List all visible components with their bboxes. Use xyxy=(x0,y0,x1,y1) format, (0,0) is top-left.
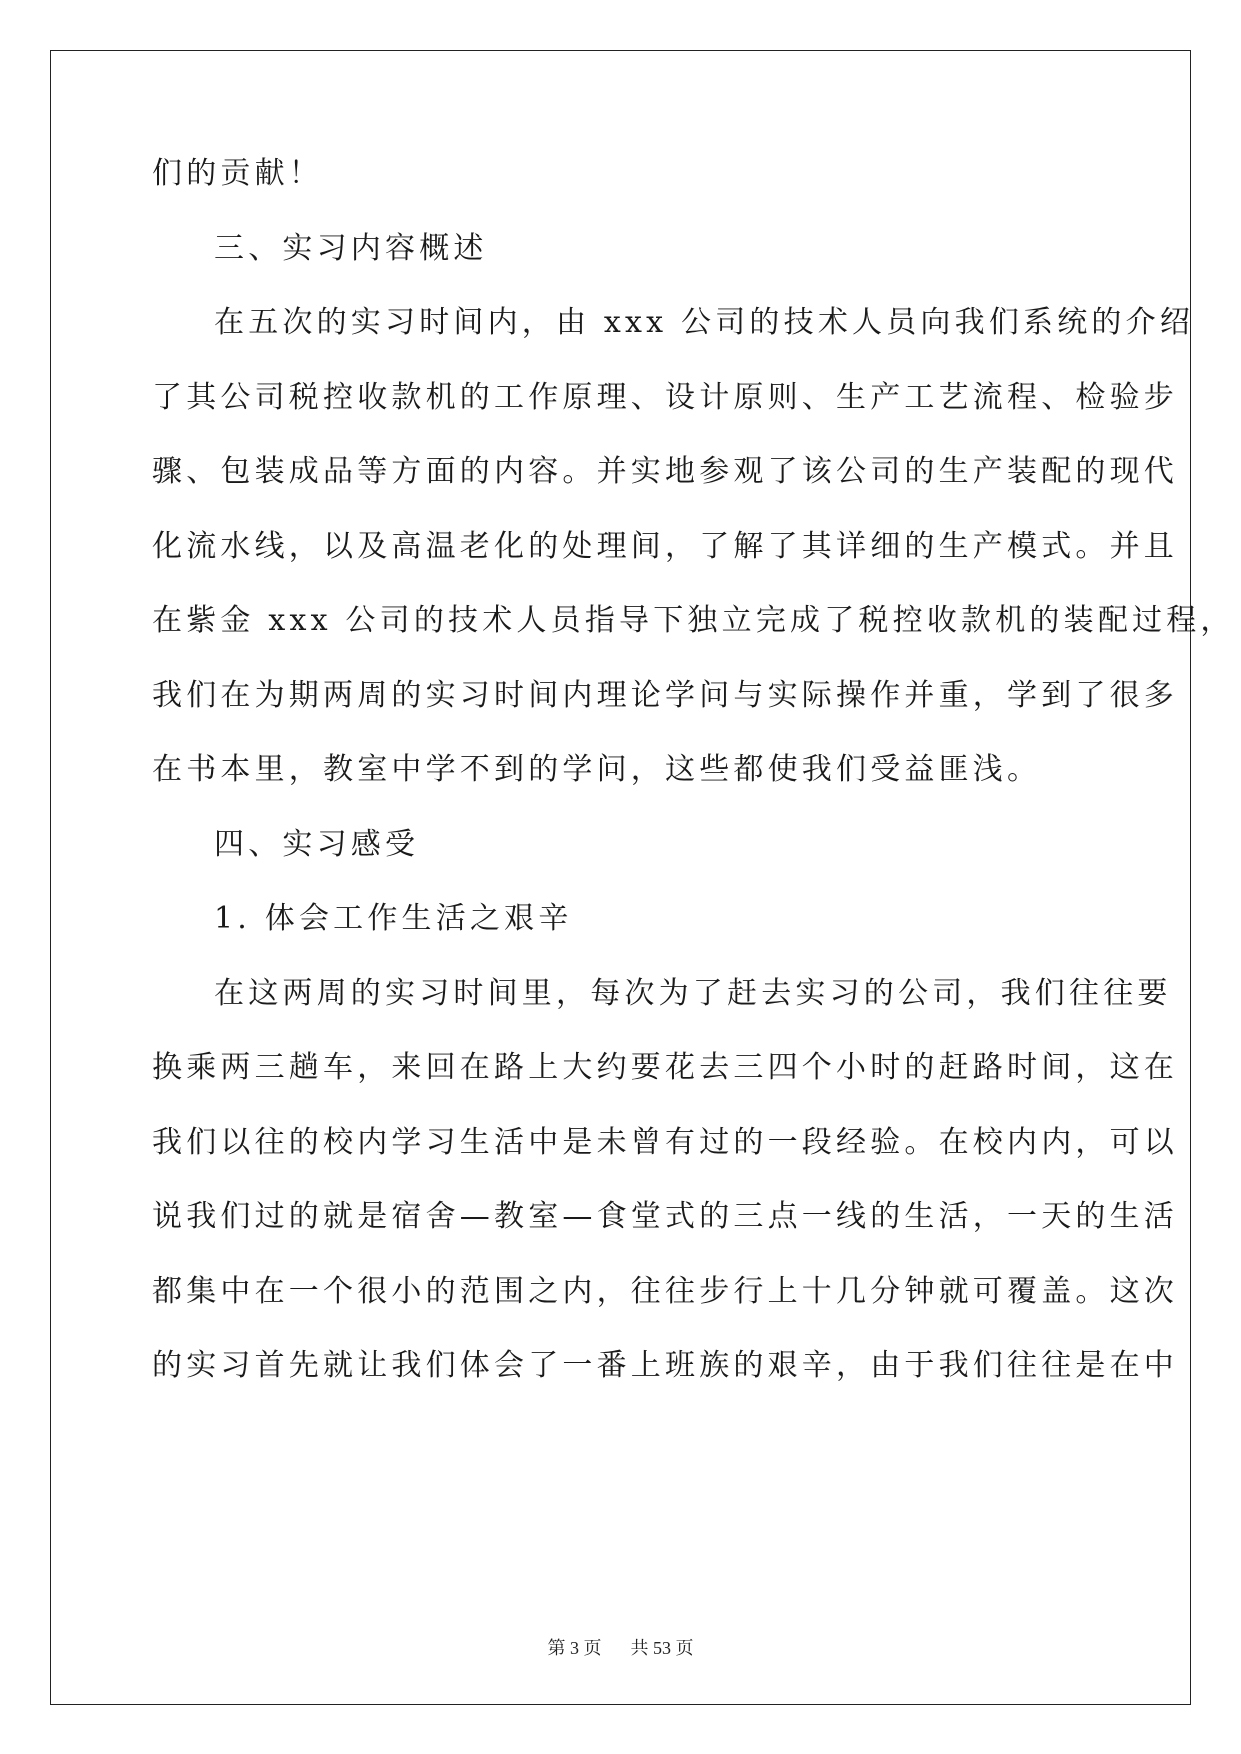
text-line: 化流水线，以及高温老化的处理间，了解了其详细的生产模式。并且 xyxy=(152,529,1178,564)
text-line: 了其公司税控收款机的工作原理、设计原则、生产工艺流程、检验步 xyxy=(152,380,1178,415)
text-line: 在这两周的实习时间里，每次为了赶去实习的公司，我们往往要 xyxy=(214,976,1172,1011)
text-line: 在紫金 xxx 公司的技术人员指导下独立完成了税控收款机的装配过程， xyxy=(152,603,1235,638)
page-total: 共 53 页 xyxy=(630,1638,694,1658)
page-border xyxy=(50,50,1235,1705)
text-line: 换乘两三趟车，来回在路上大约要花去三四个小时的赶路时间，这在 xyxy=(152,1050,1178,1085)
text-line: 说我们过的就是宿舍—教室—食堂式的三点一线的生活，一天的生活 xyxy=(152,1199,1178,1234)
section-heading: 三、实习内容概述 xyxy=(214,231,488,266)
text-line: 骤、包装成品等方面的内容。并实地参观了该公司的生产装配的现代 xyxy=(152,454,1178,489)
text-line: 们的贡献！ xyxy=(152,156,323,191)
text-line: 都集中在一个很小的范围之内，往往步行上十几分钟就可覆盖。这次 xyxy=(152,1274,1178,1309)
text-line: 的实习首先就让我们体会了一番上班族的艰辛，由于我们往往是在中 xyxy=(152,1348,1178,1383)
text-line: 在书本里，教室中学不到的学问，这些都使我们受益匪浅。 xyxy=(152,752,1042,787)
text-line: 我们在为期两周的实习时间内理论学问与实际操作并重，学到了很多 xyxy=(152,678,1178,713)
page-footer xyxy=(0,1634,1241,1660)
section-heading: 四、实习感受 xyxy=(214,827,420,862)
text-line: 我们以往的校内学习生活中是未曾有过的一段经验。在校内内，可以 xyxy=(152,1125,1178,1160)
text-line: 在五次的实习时间内，由 xxx 公司的技术人员向我们系统的介绍 xyxy=(214,305,1195,340)
page-number: 第 3 页 xyxy=(547,1638,602,1658)
subsection-heading: 1. 体会工作生活之艰辛 xyxy=(214,901,573,936)
